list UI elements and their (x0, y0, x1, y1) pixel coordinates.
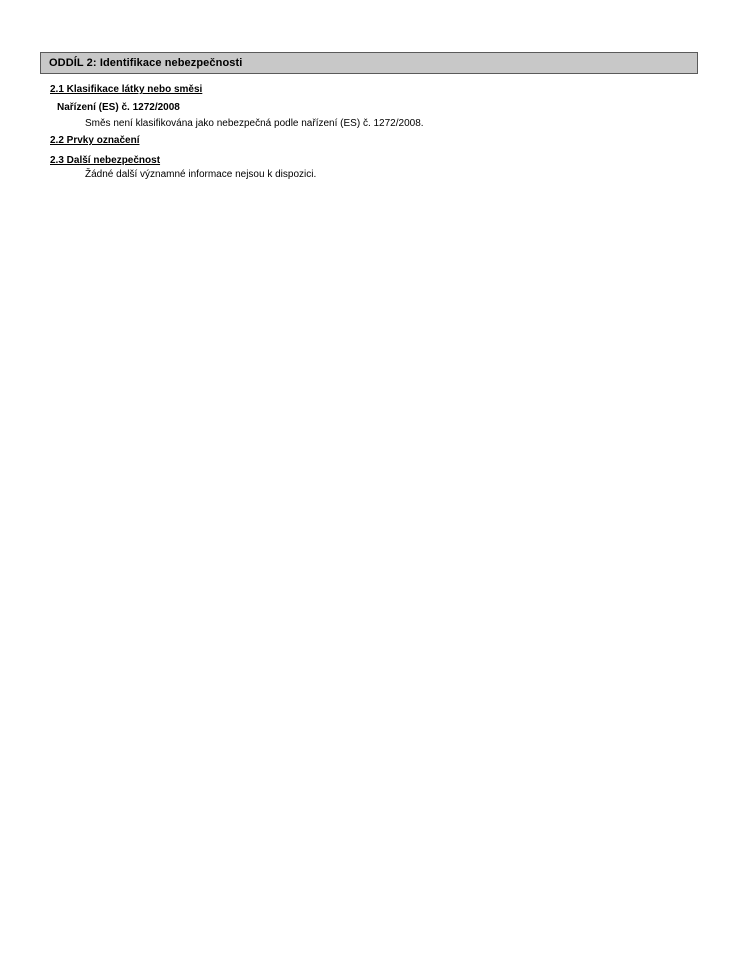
regulation-heading: Nařízení (ES) č. 1272/2008 (57, 102, 180, 113)
section-header-bar (40, 52, 698, 74)
subsection-heading-2-3: 2.3 Další nebezpečnost (50, 155, 161, 166)
subsection-heading-2-1: 2.1 Klasifikace látky nebo směsi (50, 84, 203, 95)
section-header-title: ODDÍL 2: Identifikace nebezpečnosti (49, 57, 243, 69)
subsection-heading-2-2: 2.2 Prvky označení (50, 135, 140, 146)
other-hazards-paragraph: Žádné další významné informace nejsou k dispozici. (85, 169, 317, 180)
classification-paragraph: Směs není klasifikována jako nebezpečná podle nařízení (ES) č. 1272/2008. (85, 118, 424, 129)
